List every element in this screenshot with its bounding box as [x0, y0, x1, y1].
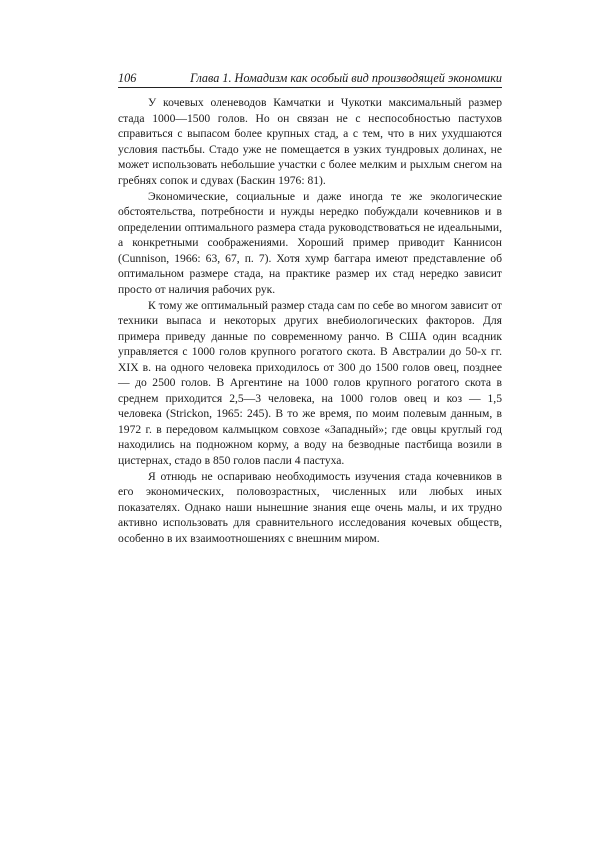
running-header — [118, 71, 502, 88]
paragraph-3: К тому же оптимальный размер стада сам по себе во многом зависит от техники выпаса и некоторых других внебиологических факторов. Для примера приведу данные по современному ранчо. В США один всадник управляется с 1000 голов крупного рогатого скота. В Австралии до 50-х гг. XIX в. на одного человека приходилось от 300 до 1500 голов овец, позднее — до 2500 голов. В Аргентине на 1000 голов крупного рогатого скота в среднем приходится 2,5—3 человека, на 1000 голов овец и коз — 1,5 человека (Strickon, 1965: 245). В то же время, по моим полевым данным, в 1972 г. в передовом калмыцком совхозе «Западный»; где овцы круглый год находились на подножном корму, а воду на безводные пастбища возили в цистернах, стадо в 850 голов пасли 4 пастуха. — [118, 298, 502, 467]
paragraph-4: Я отнюдь не оспариваю необходимость изучения стада кочевников в его экономических, половозрастных, численных или любых иных показателях. Однако наши нынешние знания еще очень малы, и их трудно активно использовать для сравнительного исследования кочевых обществ, особенно в их взаимоотношениях с внешним миром. — [118, 469, 502, 545]
page-number: 106 — [118, 71, 137, 85]
paragraph-2: Экономические, социальные и даже иногда те же экологические обстоятельства, потребности и нужды нередко побуждали кочевников и в определении оптимального размера стада руководствоваться не идеальными, а конкретными соображениями. Хороший пример приводит Каннисон (Cunnison, 1966: 63, 67, п. 7). Хотя хумр баггара имеют представление об оптимальном размере стада, на практике размер их стад нередко зависит просто от наличия рабочих рук. — [118, 189, 502, 296]
paragraph-1: У кочевых оленеводов Камчатки и Чукотки максимальный размер стада 1000—1500 голов. Но он связан не с неспособностью пастухов справиться с выпасом более крупных стад, а с тем, что в них ухудшаются условия пастьбы. Стадо уже не помещается в узких тундровых долинах, не может использовать небольшие участки с более мелким и рыхлым снегом на гребнях сопок и сдувах (Баскин 1976: 81). — [118, 96, 502, 187]
body-text — [118, 95, 502, 546]
running-title: Глава 1. Номадизм как особый вид производящей экономики — [190, 71, 502, 85]
